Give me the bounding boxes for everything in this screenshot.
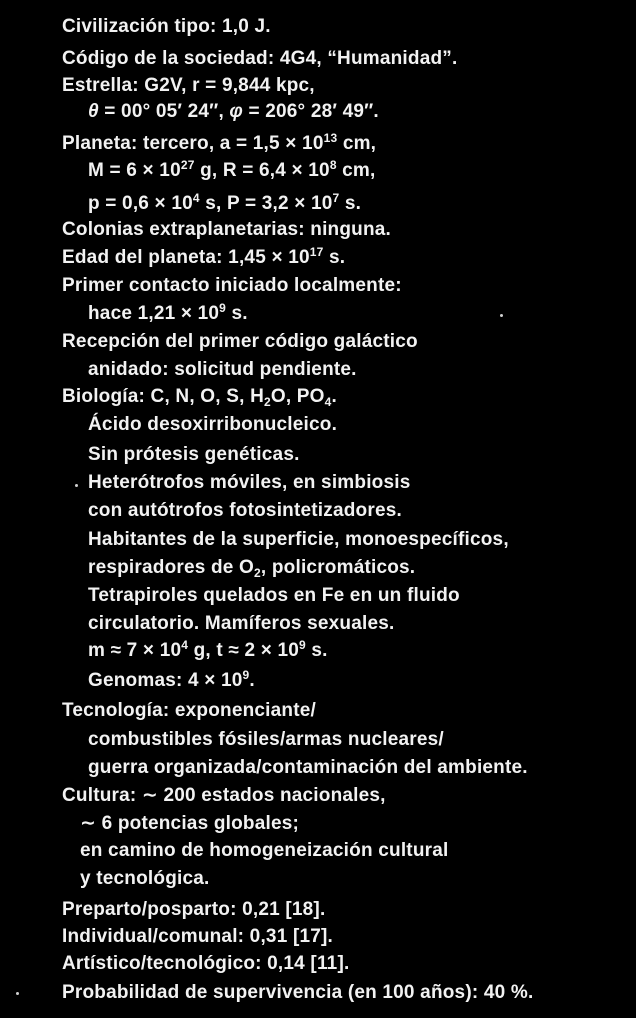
- record-line-28: Cultura: ∼ 200 estados nacionales,: [62, 785, 386, 806]
- record-line-19: Habitantes de la superficie, monoespecíficos,: [88, 529, 509, 550]
- record-line-10: Primer contacto iniciado localmente:: [62, 275, 402, 296]
- record-line-6: $M = 6 \times 10^{27}$ g, $R = 6,4 \times 10^8$ cm,: [88, 158, 376, 181]
- record-line-13: anidado: solicitud pendiente.: [88, 359, 357, 380]
- record-line-3: Estrella: G2V, r = 9,844 kpc,: [62, 75, 315, 96]
- record-line-5: Planeta: tercero, $a = 1,5 \times 10^{13}$ cm,: [62, 131, 377, 154]
- speck: [500, 314, 503, 317]
- record-line-35: Probabilidad de supervivencia (en 100 años): 40 %.: [62, 982, 534, 1003]
- record-line-26: combustibles fósiles/armas nucleares/: [88, 729, 444, 750]
- speck: [16, 992, 19, 995]
- record-line-33: Individual/comunal: 0,31 [17].: [62, 926, 334, 947]
- speck: [75, 484, 78, 487]
- record-line-9: Edad del planeta: $1,45 \times 10^{17}$ s.: [62, 245, 346, 268]
- record-line-4: θ = 00° 05′ 24″, φ = 206° 28′ 49″.: [88, 101, 379, 122]
- record-line-15: Ácido desoxirribonucleico.: [88, 414, 338, 435]
- record-line-17: Heterótrofos móviles, en simbiosis: [88, 472, 411, 493]
- record-line-7: $p = 0,6 \times 10^4$ s, $P = 3,2 \times 10^7$ s.: [88, 191, 362, 214]
- record-line-29: ∼ 6 potencias globales;: [80, 813, 300, 834]
- record-line-12: Recepción del primer código galáctico: [62, 331, 418, 352]
- record-line-20: respiradores de $O_2$, policromáticos.: [88, 557, 416, 580]
- record-line-2: Código de la sociedad: 4G4, “Humanidad”.: [62, 48, 458, 69]
- record-line-11: hace $1,21 \times 10^9$ s.: [88, 301, 248, 324]
- record-line-8: Colonias extraplanetarias: ninguna.: [62, 219, 392, 240]
- record-line-18: con autótrofos fotosintetizadores.: [88, 500, 402, 521]
- record-line-22: circulatorio. Mamíferos sexuales.: [88, 613, 395, 634]
- record-line-32: Preparto/posparto: 0,21 [18].: [62, 899, 326, 920]
- record-line-25: Tecnología: exponenciante/: [62, 700, 316, 721]
- record-line-21: Tetrapiroles quelados en Fe en un fluido: [88, 585, 460, 606]
- record-line-14: Biología: C, N, O, S, $H_2O$, $PO_4$.: [62, 386, 338, 409]
- record-line-1: Civilización tipo: 1,0 J.: [62, 16, 271, 37]
- record-line-31: y tecnológica.: [80, 868, 210, 889]
- record-line-34: Artístico/tecnológico: 0,14 [11].: [62, 953, 350, 974]
- record-line-24: Genomas: $4 \times 10^9$.: [88, 668, 255, 691]
- record-line-27: guerra organizada/contaminación del ambiente.: [88, 757, 528, 778]
- record-line-30: en camino de homogeneización cultural: [80, 840, 449, 861]
- record-line-23: $m \approx 7 \times 10^4$ g, $t \approx 2 \times 10^9$ s.: [88, 638, 328, 661]
- record-line-16: Sin prótesis genéticas.: [88, 444, 300, 465]
